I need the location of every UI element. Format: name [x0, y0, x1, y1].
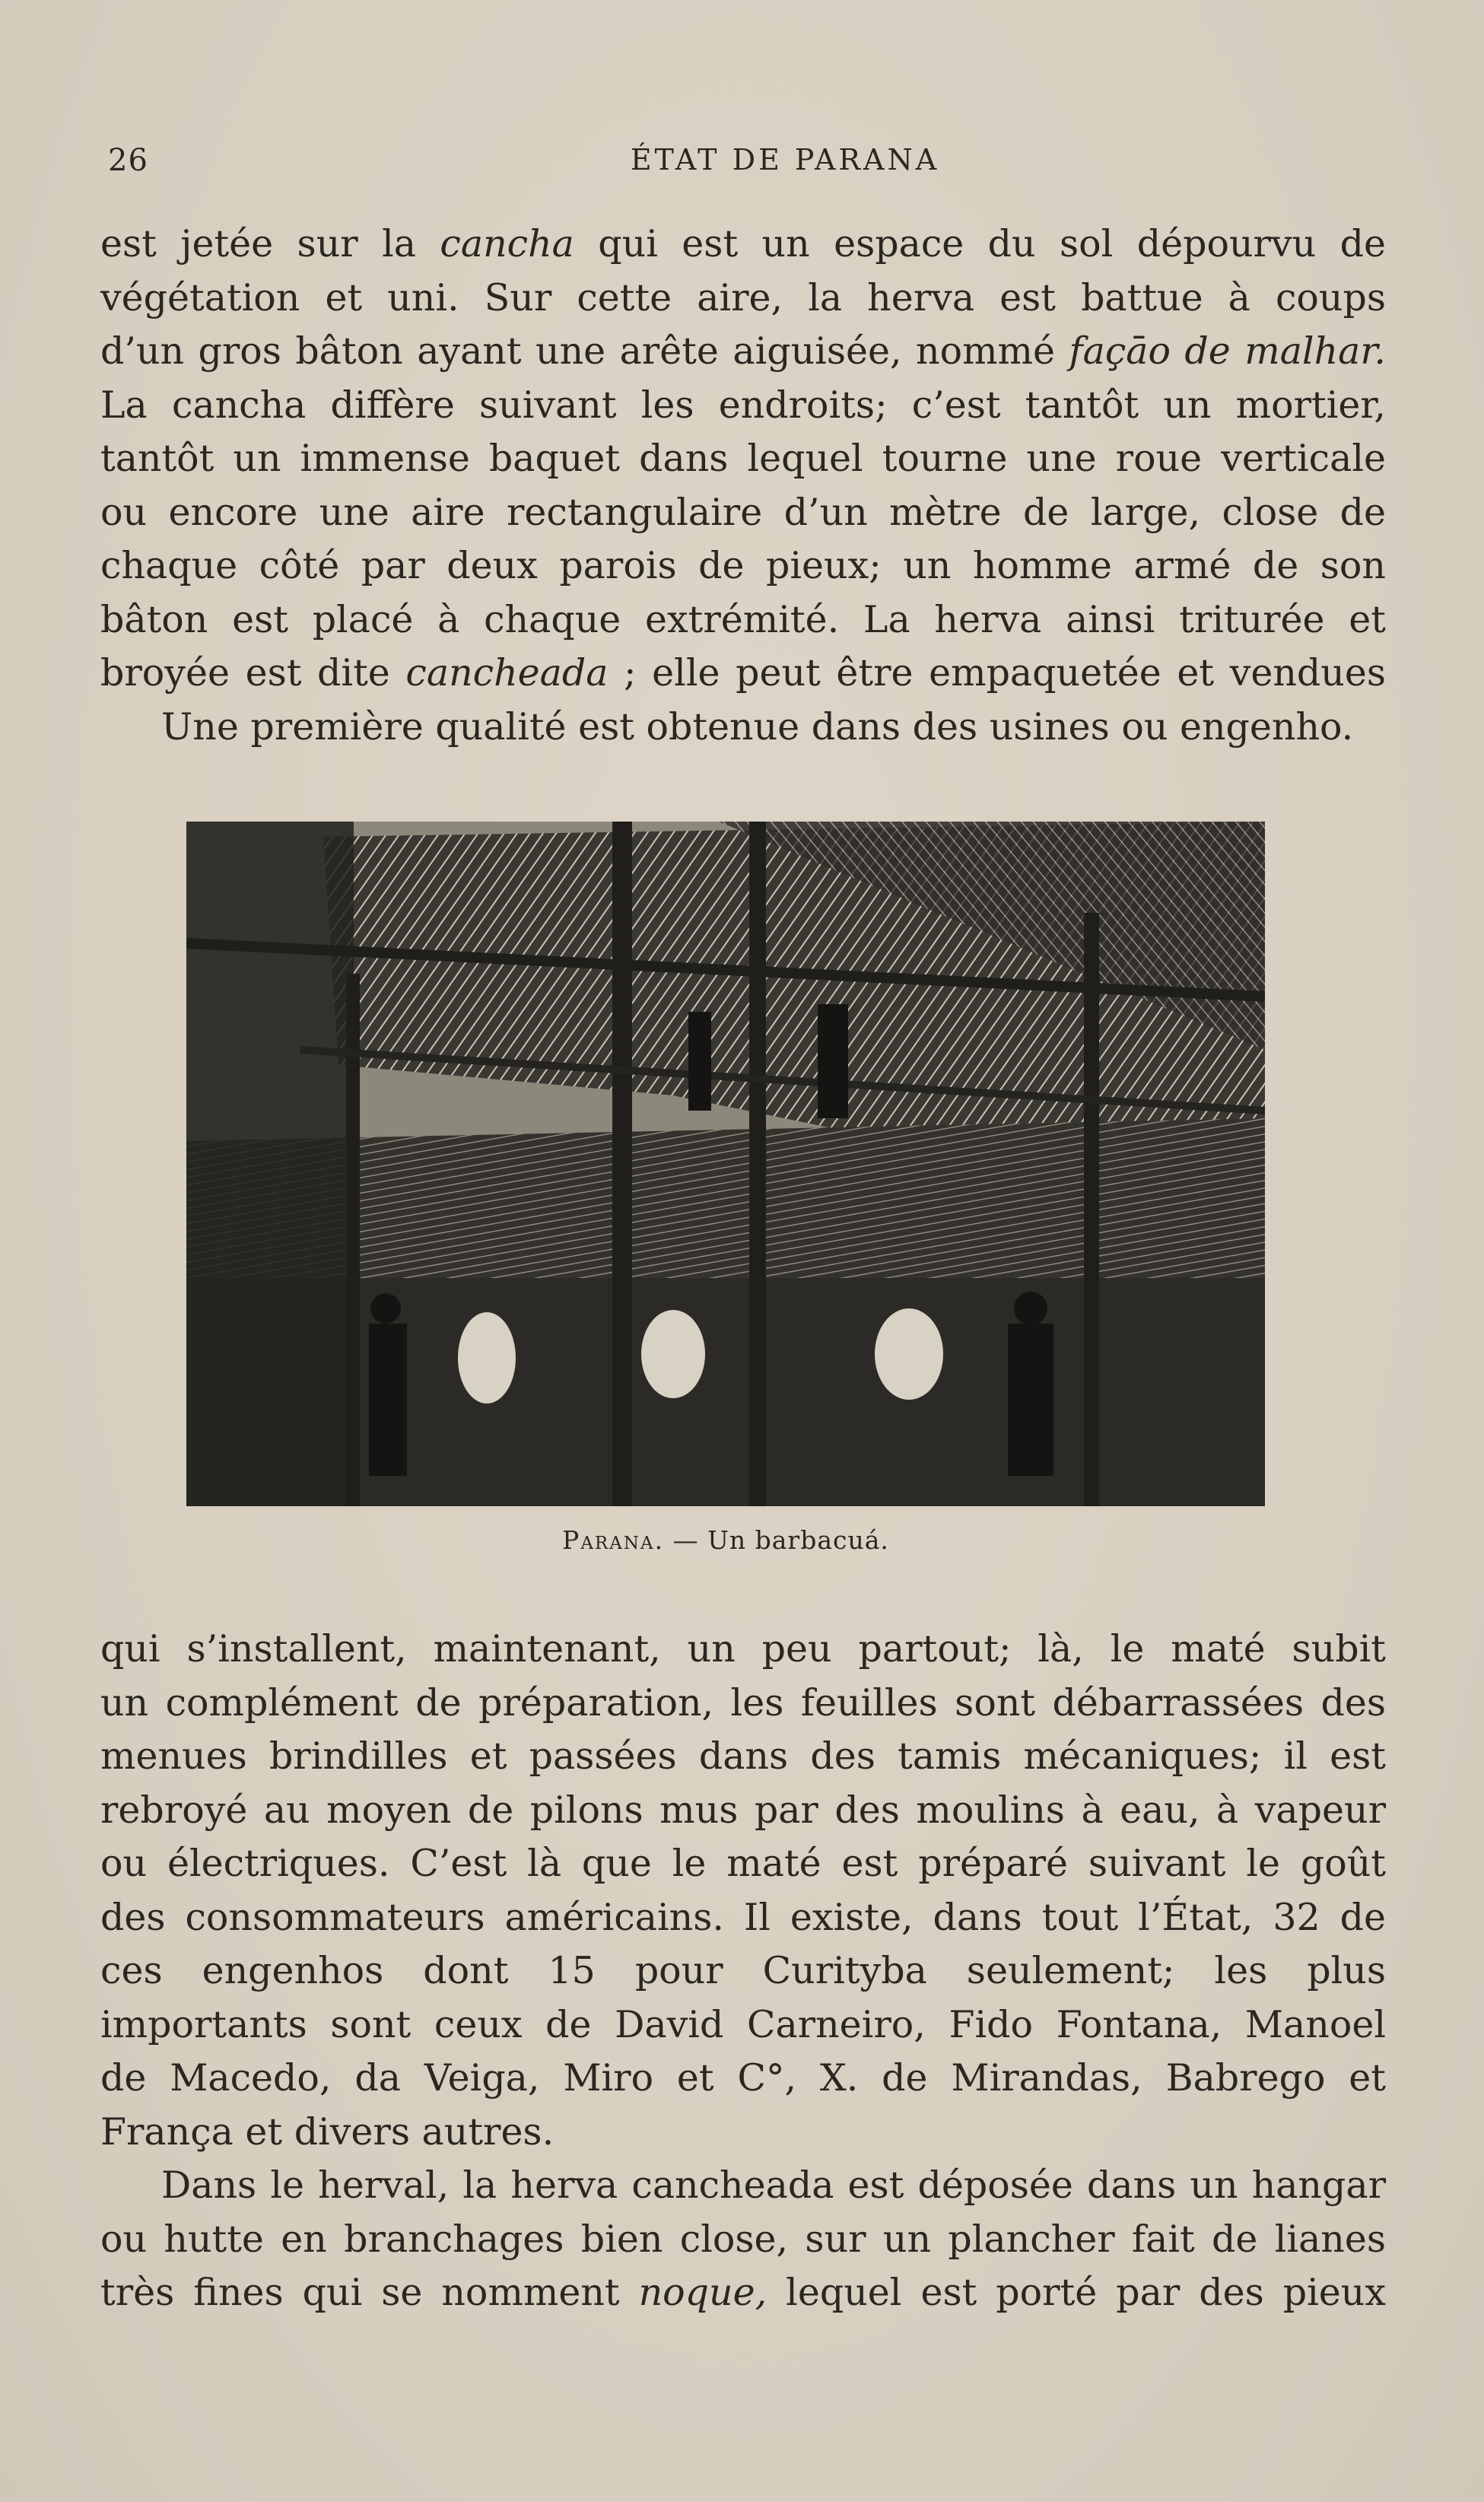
text-line: ou encore une aire rectangulaire d’un mètre de large, close de [100, 490, 1386, 534]
text-line: Dans le herval, la herva cancheada est déposée dans un hangar [161, 2163, 1386, 2207]
text-line: ces engenhos dont 15 pour Curityba seulement; les plus [100, 1949, 1386, 1992]
text-line: de Macedo, da Veiga, Miro et C°, X. de Mirandas, Babrego et [100, 2056, 1386, 2100]
paragraph-top [100, 218, 1386, 754]
page-number: 26 [108, 143, 148, 178]
text-line: un complément de préparation, les feuilles sont débarrassées des [100, 1680, 1386, 1725]
figure-caption [186, 1525, 1265, 1555]
text-line: rebroyé au moyen de pilons mus par des moulins à eau, à vapeur [100, 1788, 1386, 1832]
text-line: tantôt un immense baquet dans lequel tourne une roue verticale [100, 437, 1386, 480]
text-line: ou hutte en branchages bien close, sur un plancher fait de lianes [100, 2217, 1386, 2261]
text-line: França et divers autres. [100, 2109, 555, 2154]
text-line: broyée est dite cancheada ; elle peut être empaquetée et vendues [100, 651, 1386, 695]
caption-dash: — [664, 1525, 708, 1555]
text-line: qui s’installent, maintenant, un peu partout; là, le maté subit [100, 1627, 1386, 1671]
text-line: menues brindilles et passées dans des tamis mécaniques; il est [100, 1734, 1386, 1778]
text-line: est jetée sur la cancha qui est un espace du sol dépourvu de [100, 222, 1386, 265]
caption-place: Parana. [562, 1525, 665, 1555]
text-line: importants sont ceux de David Carneiro, Fido Fontana, Manoel [100, 2002, 1386, 2046]
running-title: ÉTAT DE PARANA [630, 143, 940, 176]
text-line: La cancha diffère suivant les endroits; c’est tantôt un mortier, [100, 383, 1386, 427]
paragraph-bottom [100, 1623, 1386, 2320]
text-line: très fines qui se nomment noque, lequel est porté par des pieux [100, 2271, 1387, 2314]
text-line: des consommateurs américains. Il existe, dans tout l’État, 32 de [100, 1895, 1386, 1939]
text-line: Une première qualité est obtenue dans des usines ou engenho. [161, 704, 1354, 749]
text-line: bâton est placé à chaque extrémité. La herva ainsi triturée et [100, 597, 1386, 641]
text-line: d’un gros bâton ayant une arête aiguisée, nommé façāo de malhar. [100, 329, 1386, 373]
running-header [100, 143, 1386, 189]
text-line: végétation et uni. Sur cette aire, la herva est battue à coups [100, 275, 1386, 320]
barbacua-photograph [186, 822, 1265, 1506]
caption-text: Un barbacuá. [707, 1525, 889, 1555]
text-line: ou électriques. C’est là que le maté est préparé suivant le goût [100, 1842, 1386, 1885]
text-line: chaque côté par deux parois de pieux; un homme armé de son [100, 544, 1386, 587]
